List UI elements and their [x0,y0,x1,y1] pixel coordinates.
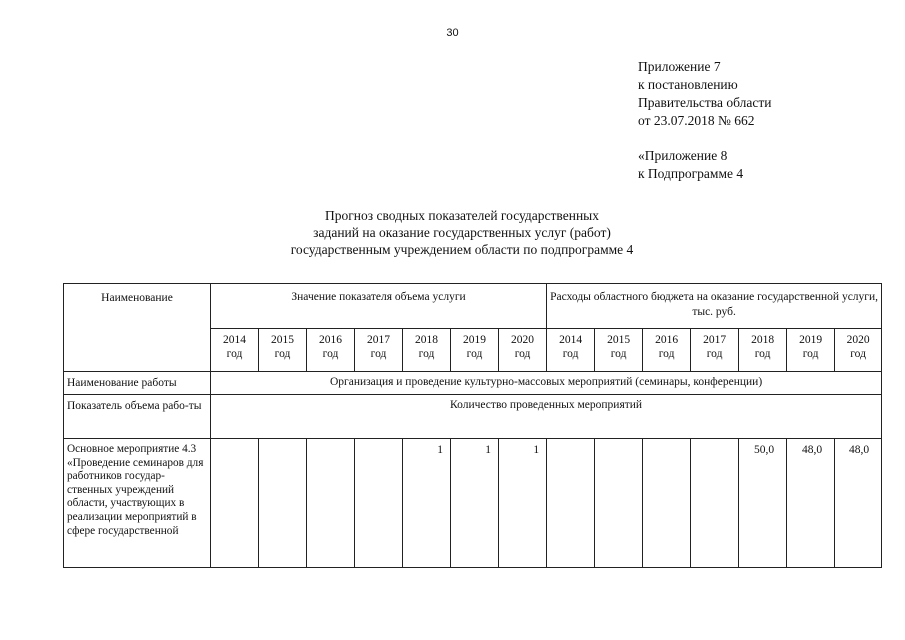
col-name-header: Наименование [64,284,211,372]
volume-value-cell [259,439,307,568]
volume-value-cell [211,439,259,568]
main-activity-label: Основное мероприятие 4.3 «Проведение семинаров для работников государ-ственных учреждений области, участвующих в реализации мероприятий в сфере государственной [64,439,211,568]
appendix-line-4: от 23.07.2018 № 662 [638,113,755,128]
year-value: 2019 [799,334,823,346]
year-value: 2015 [607,334,631,346]
year-unit: год [418,348,435,360]
indicator-value: Количество проведенных мероприятий [211,395,882,439]
title-line-1: Прогноз сводных показателей государственных [325,208,599,223]
header-row [64,284,882,329]
year-value: 2014 [559,334,583,346]
volume-value-cell: 1 [499,439,547,568]
year-unit: год [562,348,579,360]
indicator-row [64,395,882,439]
year-unit: год [370,348,387,360]
year-header-cell [547,329,595,372]
main-activity-row [64,439,882,568]
forecast-table [63,283,882,568]
year-value: 2020 [846,334,870,346]
work-name-row [64,372,882,395]
year-header-cell [595,329,643,372]
volume-value-cell: 1 [403,439,451,568]
expense-value-cell: 48,0 [787,439,835,568]
year-value: 2017 [367,334,390,346]
year-header-cell [307,329,355,372]
year-unit: год [274,348,291,360]
year-unit: год [658,348,675,360]
expense-value-cell [547,439,595,568]
year-value: 2016 [319,334,342,346]
year-header-cell [739,329,787,372]
year-unit: год [754,348,771,360]
year-value: 2014 [223,334,246,346]
volume-value-cell [355,439,403,568]
year-header-cell [787,329,835,372]
year-header-cell [499,329,547,372]
expense-value-cell: 50,0 [739,439,787,568]
year-header-cell [643,329,691,372]
expense-value-cell: 48,0 [835,439,882,568]
appendix-line-3: Правительства области [638,95,772,110]
year-header-cell [691,329,739,372]
appendix-line-6: к Подпрограмме 4 [638,166,744,181]
appendix-line-2: к постановлению [638,77,738,92]
year-value: 2017 [703,334,727,346]
appendix-line-1: Приложение 7 [638,59,721,74]
work-name-label: Наименование работы [64,372,211,395]
year-value: 2015 [271,334,294,346]
year-unit: год [466,348,483,360]
expense-value-cell [643,439,691,568]
title-line-2: заданий на оказание государственных услуг (работ) [313,225,611,240]
year-unit: год [706,348,723,360]
indicator-label: Показатель объема рабо-ты [64,395,211,439]
year-header-cell [835,329,882,372]
year-header-cell [259,329,307,372]
year-header-cell [403,329,451,372]
document-title [212,207,712,258]
year-header-cell [451,329,499,372]
expense-value-cell [691,439,739,568]
work-name-value: Организация и проведение культурно-массовых мероприятий (семинары, конференции) [211,372,882,395]
title-line-3: государственным учреждением области по подпрограмме 4 [290,242,634,257]
volume-value-cell: 1 [451,439,499,568]
year-value: 2018 [751,334,775,346]
page-number: 30 [446,27,459,39]
year-unit: год [514,348,531,360]
year-unit: год [850,348,866,360]
year-unit: год [322,348,339,360]
volume-value-cell [307,439,355,568]
year-value: 2019 [463,334,486,346]
appendix-block [638,58,771,183]
year-value: 2020 [511,334,535,346]
year-header-cell [211,329,259,372]
year-unit: год [226,348,243,360]
expense-group-header: Расходы областного бюджета на оказание государственной услуги, тыс. руб. [547,284,882,329]
volume-group-header: Значение показателя объема услуги [211,284,547,329]
year-header-cell [355,329,403,372]
year-unit: год [802,348,819,360]
expense-value-cell [595,439,643,568]
year-value: 2016 [655,334,679,346]
appendix-line-5: «Приложение 8 [638,148,728,163]
year-unit: год [610,348,627,360]
year-value: 2018 [415,334,438,346]
